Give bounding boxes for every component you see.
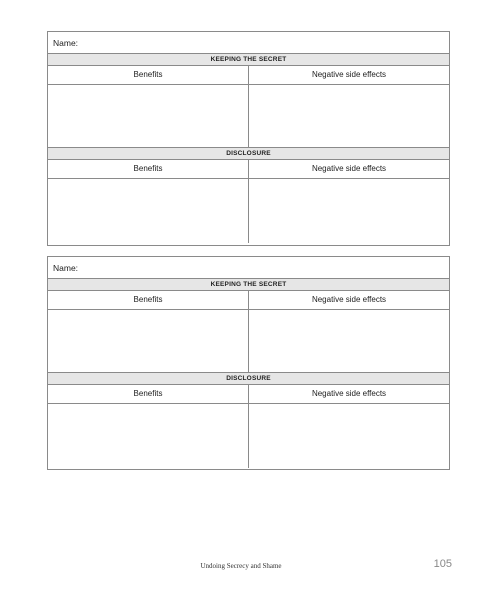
name-field-label[interactable]: Name: (48, 257, 449, 279)
name-field-label[interactable]: Name: (48, 32, 449, 54)
section-title-disclosure: DISCLOSURE (48, 373, 449, 385)
column-headers (48, 385, 449, 404)
benefits-answer-box[interactable] (48, 404, 249, 468)
negative-effects-answer-box[interactable] (249, 310, 449, 372)
answer-row (48, 179, 449, 243)
column-headers (48, 66, 449, 85)
worksheet-1 (47, 31, 450, 246)
column-headers (48, 291, 449, 310)
column-header-benefits: Benefits (48, 385, 249, 403)
answer-row (48, 310, 449, 373)
section-title-keeping-secret: KEEPING THE SECRET (48, 54, 449, 66)
worksheet-2 (47, 256, 450, 470)
negative-effects-answer-box[interactable] (249, 179, 449, 243)
answer-row (48, 85, 449, 148)
benefits-answer-box[interactable] (48, 85, 249, 147)
negative-effects-answer-box[interactable] (249, 404, 449, 468)
negative-effects-answer-box[interactable] (249, 85, 449, 147)
column-header-negative-side-effects: Negative side effects (311, 164, 387, 173)
footer-book-title: Undoing Secrecy and Shame (200, 562, 282, 570)
column-headers (48, 160, 449, 179)
benefits-answer-box[interactable] (48, 179, 249, 243)
column-header-negative-side-effects: Negative side effects (311, 389, 387, 398)
section-title-keeping-secret: KEEPING THE SECRET (48, 279, 449, 291)
column-header-negative-side-effects: Negative side effects (311, 295, 387, 304)
benefits-answer-box[interactable] (48, 310, 249, 372)
column-header-benefits: Benefits (48, 66, 249, 84)
page-number: 105 (433, 558, 452, 570)
column-header-benefits: Benefits (48, 160, 249, 178)
column-header-negative-side-effects: Negative side effects (311, 70, 387, 79)
column-header-benefits: Benefits (48, 291, 249, 309)
section-title-disclosure: DISCLOSURE (48, 148, 449, 160)
answer-row (48, 404, 449, 468)
